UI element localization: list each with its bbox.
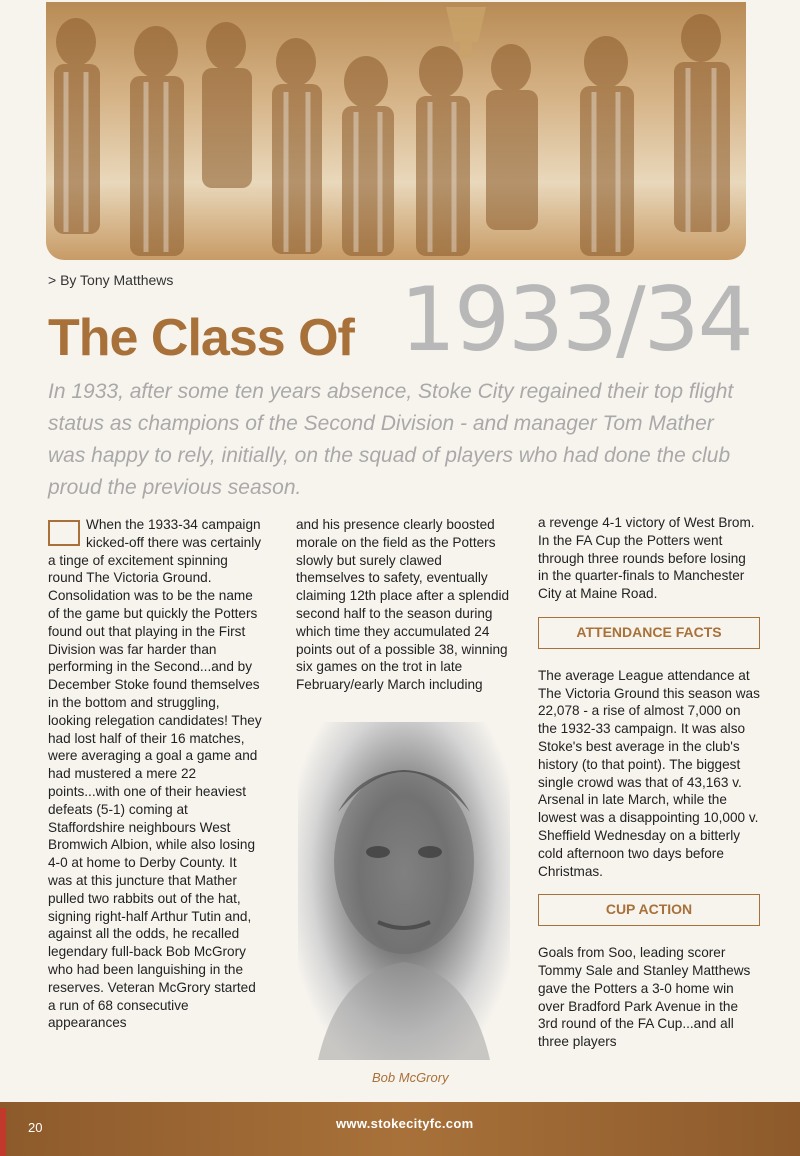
edge-marker bbox=[0, 1108, 6, 1156]
column-3-top-text: a revenge 4-1 victory of West Brom. bbox=[538, 515, 755, 530]
page-number: 20 bbox=[28, 1120, 43, 1135]
byline: > By Tony Matthews bbox=[48, 272, 174, 288]
attendance-facts-heading: ATTENDANCE FACTS bbox=[538, 617, 760, 649]
bob-mcgrory-portrait bbox=[298, 722, 510, 1060]
column-1-text: When the 1933-34 campaign kicked-off there was certainly a tinge of excitement spinning round The Victoria Ground. Consolidation was to be the name of the game but quickly the Potters found out that playing in the First Division was far harder than performing in the Second...and by December Stoke found themselves in the bottom and struggling, looking relegation candidates! They had lost half of their 16 matches, were averaging a goal a game and had mustered a mere 22 points...with one of their heaviest defeats (5-1) coming at Staffordshire neighbours West Bromwich Albion, while also losing 4-0 at home to Derby County. It was at this juncture that Mather pulled two rabbits out of the hat, signing right-half Arthur Tutin and, against all the odds, he recalled legendary full-back Bob McGrory who had been languishing in the reserves. Veteran McGrory started a run of 68 consecutive appearances bbox=[48, 517, 262, 1031]
page-title-year: 1933/34 bbox=[400, 268, 752, 371]
website-url: www.stokecityfc.com bbox=[336, 1116, 474, 1131]
article-column-2 bbox=[296, 516, 510, 694]
cup-action-heading: CUP ACTION bbox=[538, 894, 760, 926]
article-column-3 bbox=[538, 514, 760, 1051]
intro-paragraph: In 1933, after some ten years absence, Stoke City regained their top flight status as champions of the Second Division - and manager Tom Mather was happy to rely, initially, on the squad of players who had done the club proud the previous season. bbox=[48, 380, 734, 499]
portrait-caption: Bob McGrory bbox=[372, 1070, 449, 1085]
team-celebration-photo bbox=[46, 2, 746, 260]
cup-action-text: Goals from Soo, leading scorer Tommy Sale and Stanley Matthews gave the Potters a 3-0 home win over Bradford Park Avenue in the 3rd round of the FA Cup...and all three players bbox=[538, 945, 751, 1050]
page-title: The Class Of bbox=[48, 309, 354, 367]
article-column-1 bbox=[48, 516, 262, 1032]
column-3-cup-text: In the FA Cup the Potters went through three rounds before losing in the quarter-finals to Manchester City at Maine Road. bbox=[538, 532, 746, 602]
drop-cap-box bbox=[48, 520, 80, 546]
column-2-text: and his presence clearly boosted morale on the field as the Potters slowly but surely clawed themselves to safety, eventually claiming 12th place after a splendid second half to the season during which time they accumulated 24 points out of a possible 38, winning six games on the trot in late February/early March including bbox=[296, 517, 510, 693]
page-footer bbox=[0, 1102, 800, 1156]
attendance-facts-text: The average League attendance at The Victoria Ground this season was 22,078 - a rise of almost 7,000 on the 1932-33 campaign. It was also Stoke's best average in the club's history (to that point). The biggest single crowd was that of 43,163 v. Arsenal in late March, while the lowest was a disappointing 10,000 v. Sheffield Wednesday on a bitterly cold afternoon two days before Christmas. bbox=[538, 667, 760, 879]
